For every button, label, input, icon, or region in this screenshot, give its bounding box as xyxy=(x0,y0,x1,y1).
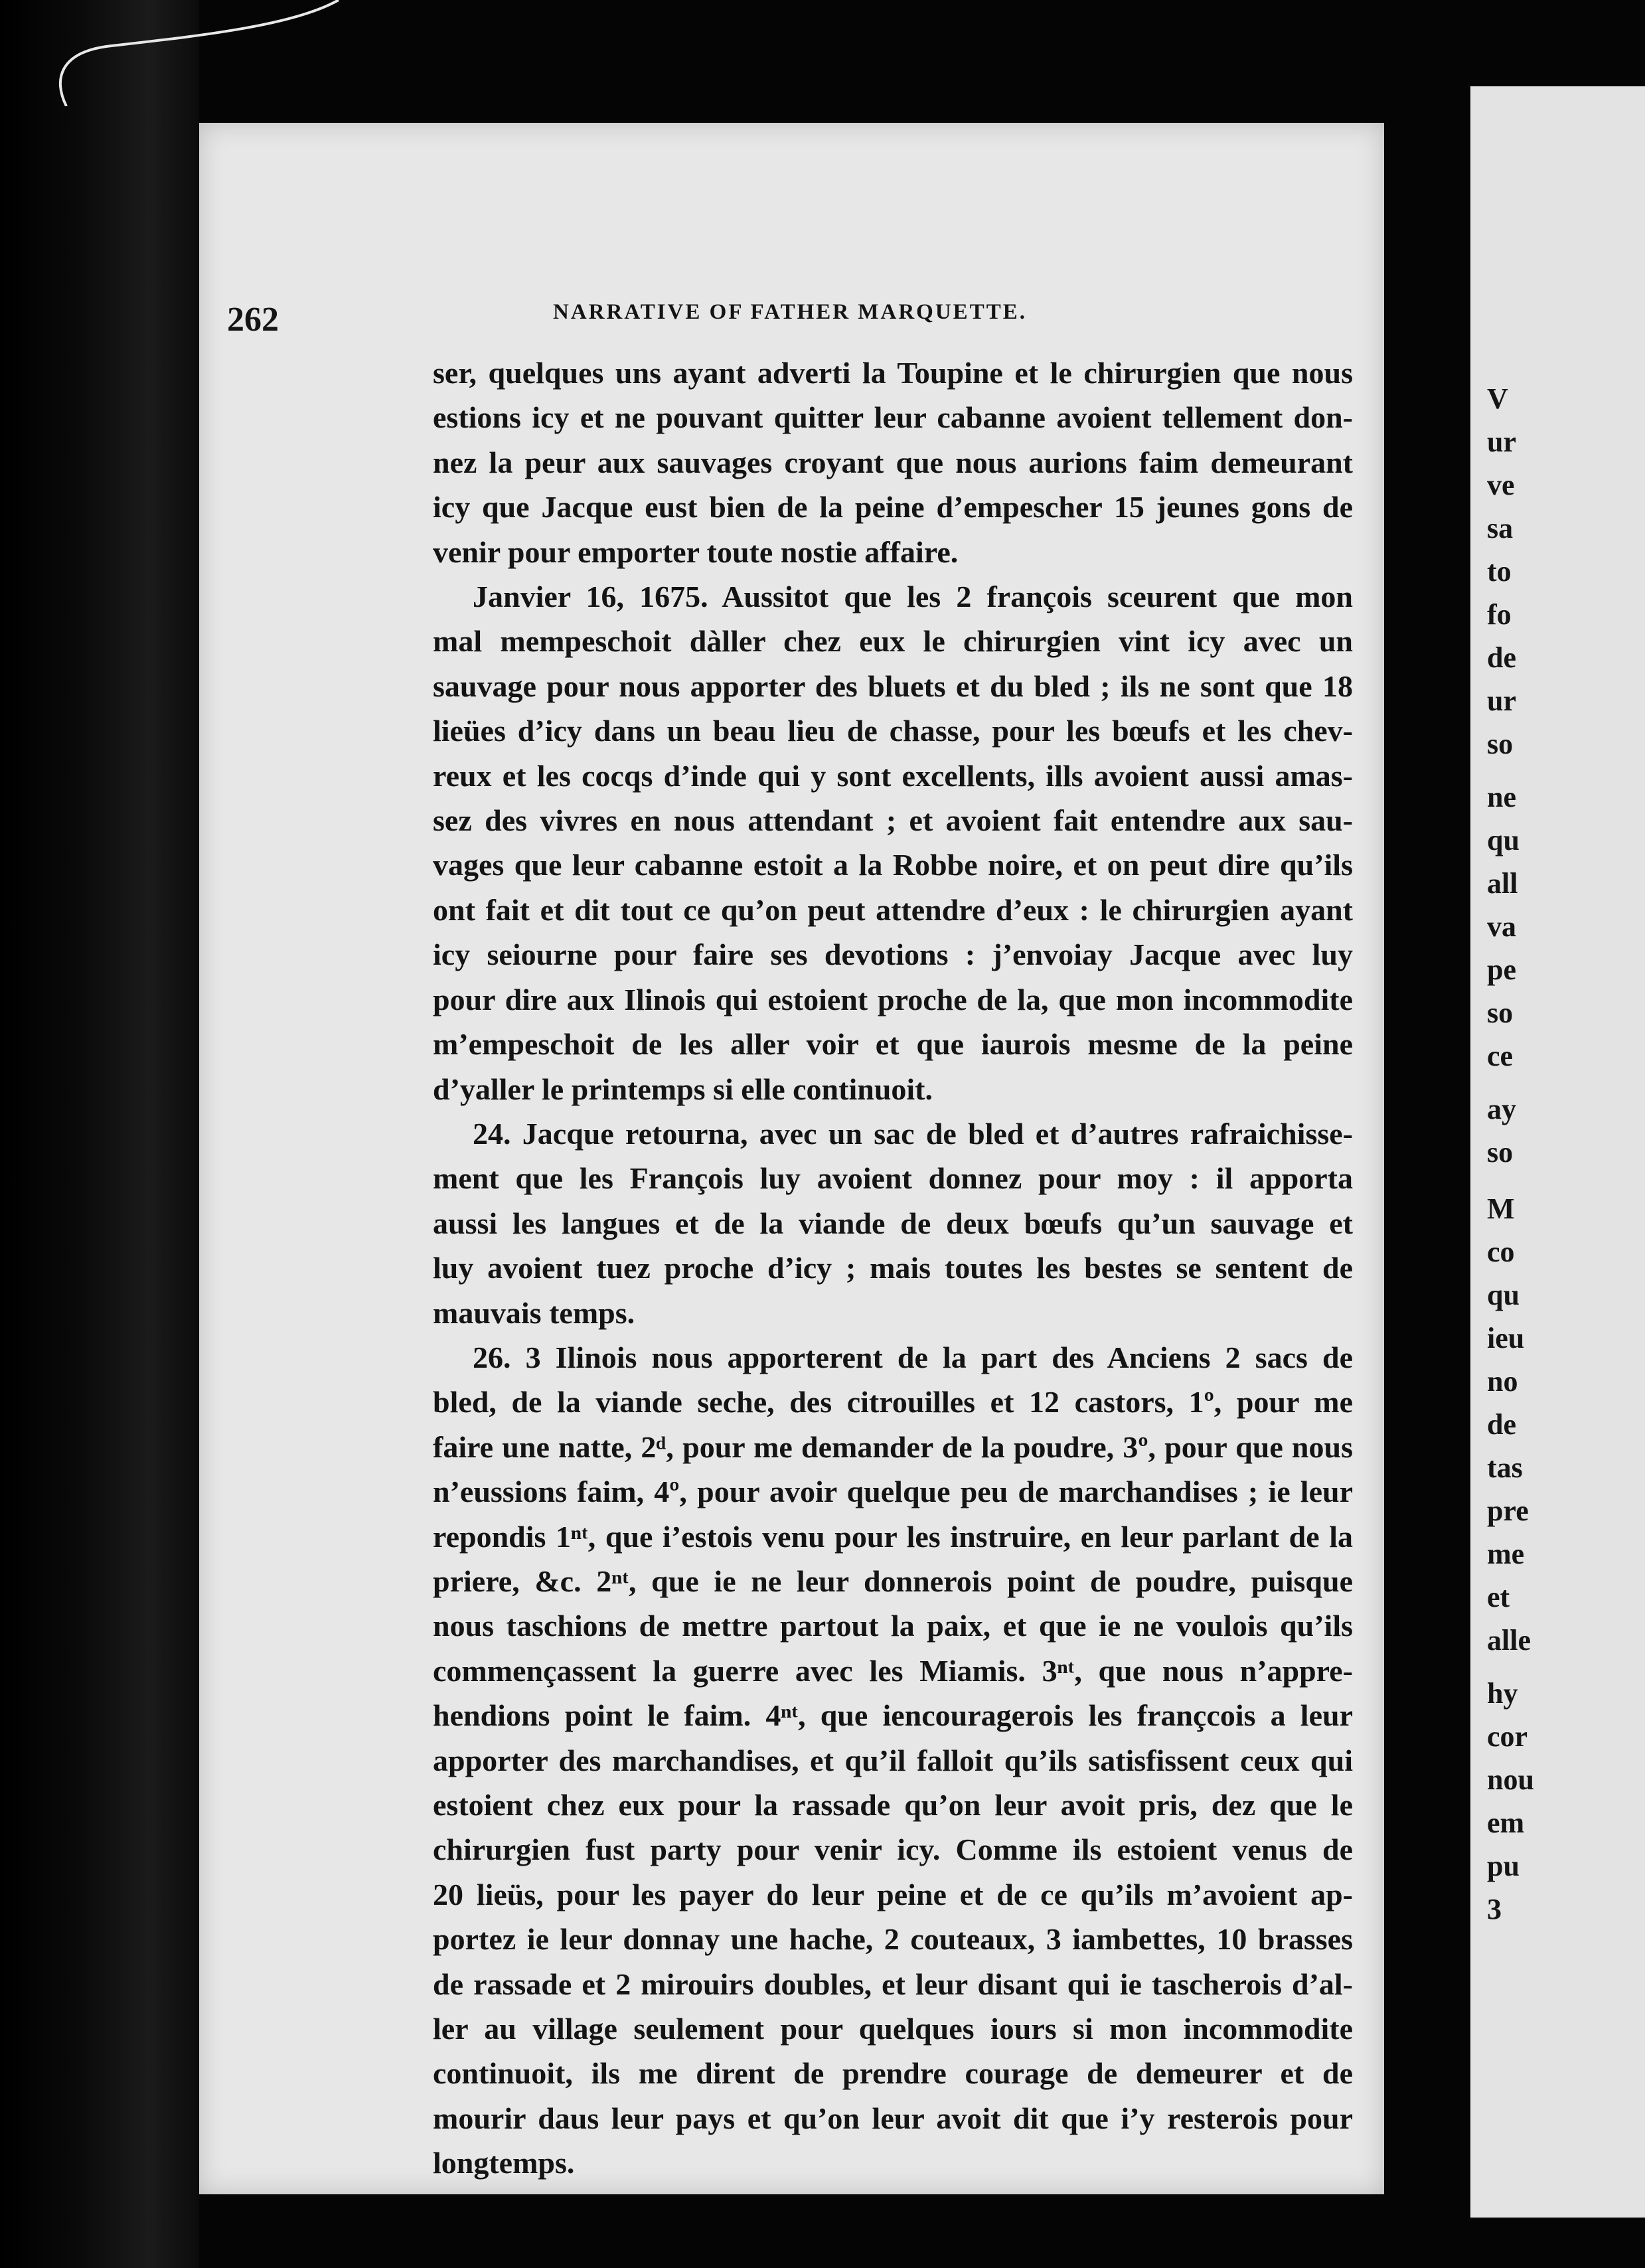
text-line: aussi les langues et de la viande de deux bœufs qu’un sauvage et xyxy=(433,1206,1353,1240)
facing-page-fragment: alle xyxy=(1487,1624,1531,1657)
bookmark-string xyxy=(27,0,345,106)
text-line: 26. 3 Ilinois nous apporterent de la part des Anciens 2 sacs de xyxy=(473,1340,1353,1374)
facing-page-fragment: co xyxy=(1487,1236,1515,1268)
text-line: faire une natte, 2ᵈ, pour me demander de la poudre, 3º, pour que nous xyxy=(433,1429,1353,1464)
text-line: hendions point le faim. 4ⁿᵗ, que iencouragerois les françcois a leur xyxy=(433,1698,1353,1733)
facing-page-fragment: ur xyxy=(1487,685,1516,717)
facing-page-fragment: pe xyxy=(1487,953,1516,986)
text-line: venir pour emporter toute nostie affaire. xyxy=(433,534,959,569)
text-line: ler au village seulement pour quelques iours si mon incommodite xyxy=(433,2012,1353,2046)
text-line: priere, &c. 2ⁿᵗ, que ie ne leur donnerois point de poudre, puisque xyxy=(433,1564,1353,1598)
facing-page-fragment: hy xyxy=(1487,1677,1518,1710)
text-line: sauvage pour nous apporter des bluets et du bled ; ils ne sont que 18 xyxy=(433,669,1353,703)
text-line: de rassade et 2 mirouirs doubles, et leur disant qui ie tascherois d’al- xyxy=(433,1967,1353,2001)
facing-page-fragment: de xyxy=(1487,1408,1516,1441)
facing-page-fragment: va xyxy=(1487,910,1516,943)
facing-page-fragment: ay xyxy=(1487,1093,1516,1125)
facing-page-fragment: cor xyxy=(1487,1720,1528,1753)
paragraph xyxy=(433,1111,1353,1335)
text-line: ont fait et dit tout ce qu’on peut attendre d’eux : le chirurgien ayant xyxy=(433,892,1353,927)
facing-page-fragment: all xyxy=(1487,867,1518,900)
facing-page-fragment: de xyxy=(1487,641,1516,674)
text-line: 20 lieüs, pour les payer do leur peine et de ce qu’ils m’avoient ap- xyxy=(433,1877,1353,1911)
text-line: luy avoient tuez proche d’icy ; mais toutes les bestes se sentent de xyxy=(433,1251,1353,1285)
facing-page-fragment: fo xyxy=(1487,598,1512,631)
text-line: chirurgien fust party pour venir icy. Comme ils estoient venus de xyxy=(433,1832,1353,1867)
text-line: estoient chez eux pour la rassade qu’on leur avoit pris, dez que le xyxy=(433,1788,1353,1822)
text-line: vages que leur cabanne estoit a la Robbe noire, et on peut dire qu’ils xyxy=(433,848,1353,882)
text-line: ment que les François luy avoient donnez pour moy : il apporta xyxy=(433,1161,1353,1196)
facing-page-fragment: sa xyxy=(1487,512,1514,544)
facing-page-fragment: nou xyxy=(1487,1763,1534,1796)
running-head: NARRATIVE OF FATHER MARQUETTE. xyxy=(553,300,1027,324)
facing-page-fragment: to xyxy=(1487,555,1512,588)
facing-page-fragment: M xyxy=(1487,1192,1515,1225)
facing-page-fragment: so xyxy=(1487,728,1514,760)
facing-page-fragment: ieu xyxy=(1487,1322,1525,1354)
text-line: mauvais temps. xyxy=(433,1295,635,1330)
text-line: longtemps. xyxy=(433,2146,575,2180)
text-line: pour dire aux Ilinois qui estoient proche de la, que mon incommodite xyxy=(433,982,1353,1016)
text-line: nous taschions de mettre partout la paix, et que ie ne voulois qu’ils xyxy=(433,1609,1353,1643)
text-line: ser, quelques uns ayant adverti la Toupine et le chirurgien que nous xyxy=(433,356,1353,390)
facing-page-fragment: no xyxy=(1487,1365,1518,1398)
facing-page-fragment: V xyxy=(1487,382,1508,415)
page-number: 262 xyxy=(227,301,279,339)
text-line: bled, de la viande seche, des citrouilles et 12 castors, 1º, pour me xyxy=(433,1385,1353,1419)
text-line: reux et les cocqs d’inde qui y sont excellents, ills avoient aussi amas- xyxy=(433,758,1353,793)
facing-page-fragment: ne xyxy=(1487,781,1516,813)
facing-page-fragment: pre xyxy=(1487,1495,1529,1527)
facing-page-fragment: pu xyxy=(1487,1850,1520,1882)
text-line: apporter des marchandises, et qu’il falloit qu’ils satisfissent ceux qui xyxy=(433,1743,1353,1777)
text-line: commençassent la guerre avec les Miamis. 3ⁿᵗ, que nous n’appre- xyxy=(433,1653,1353,1688)
body-text xyxy=(433,351,1353,2186)
text-line: d’yaller le printemps si elle continuoit. xyxy=(433,1072,933,1106)
facing-page-fragment: ur xyxy=(1487,426,1516,458)
paragraph xyxy=(433,1335,1353,2186)
paragraph xyxy=(433,574,1353,1111)
text-line: repondis 1ⁿᵗ, que i’estois venu pour les instruire, en leur parlant de la xyxy=(433,1519,1353,1554)
text-line: estions icy et ne pouvant quitter leur cabanne avoient tellement don- xyxy=(433,400,1353,435)
facing-page-fragment: et xyxy=(1487,1581,1510,1613)
facing-page-fragment: so xyxy=(1487,997,1514,1029)
facing-page-fragment: tas xyxy=(1487,1451,1523,1484)
text-line: portez ie leur donnay une hache, 2 couteaux, 3 iambettes, 10 brasses xyxy=(433,1922,1353,1957)
text-line: icy seiourne pour faire ses devotions : j’envoiay Jacque avec luy xyxy=(433,937,1353,972)
paragraph xyxy=(433,351,1353,574)
text-line: n’eussions faim, 4º, pour avoir quelque peu de marchandises ; ie leur xyxy=(433,1475,1353,1509)
facing-page-fragment: so xyxy=(1487,1136,1514,1169)
facing-page-fragment: 3 xyxy=(1487,1893,1502,1925)
facing-page-fragment: em xyxy=(1487,1807,1525,1839)
facing-page-fragment: me xyxy=(1487,1538,1525,1570)
text-line: continuoit, ils me dirent de prendre courage de demeurer et de xyxy=(433,2056,1353,2091)
text-line: 24. Jacque retourna, avec un sac de bled et d’autres rafraichisse- xyxy=(473,1116,1353,1151)
facing-page-fragment: ce xyxy=(1487,1040,1514,1072)
text-line: icy que Jacque eust bien de la peine d’empescher 15 jeunes gons de xyxy=(433,490,1353,525)
facing-page-fragment: qu xyxy=(1487,824,1520,856)
facing-page-fragment: qu xyxy=(1487,1279,1520,1311)
text-line: mal mempeschoit dàller chez eux le chirurgien vint icy avec un xyxy=(433,624,1353,659)
text-line: Janvier 16, 1675. Aussitot que les 2 françois sceurent que mon xyxy=(473,580,1353,614)
text-line: m’empeschoit de les aller voir et que iaurois mesme de la peine xyxy=(433,1027,1353,1062)
text-line: sez des vivres en nous attendant ; et avoient fait entendre aux sau- xyxy=(433,803,1353,838)
facing-page-fragment: ve xyxy=(1487,469,1515,501)
text-line: lieües d’icy dans un beau lieu de chasse, pour les bœufs et les chev- xyxy=(433,714,1353,748)
text-line: nez la peur aux sauvages croyant que nous aurions faim demeurant xyxy=(433,445,1353,479)
text-line: mourir daus leur pays et qu’on leur avoit dit que i’y resterois pour xyxy=(433,2101,1353,2135)
